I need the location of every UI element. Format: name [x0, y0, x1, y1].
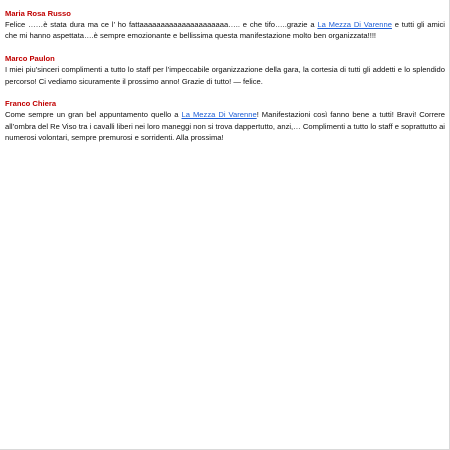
comment-author: Maria Rosa Russo	[5, 9, 71, 18]
comment-text-before-link: Come sempre un gran bel appuntamento quello a	[5, 110, 182, 120]
comment-text-after-link: e tutti gli amici che mi hanno aspettata….è sempre emozionante e bellissima questa manifestazione molto ben organizzata!!!!	[5, 20, 445, 41]
comment-author: Franco Chiera	[5, 99, 57, 109]
comment-maria-rosa-russo	[5, 8, 445, 42]
la-mezza-di-varenne-link[interactable]: La Mezza Di Varenne	[181, 110, 257, 120]
comment-text: I miei piu’sinceri complimenti a tutto lo staff per l’impeccabile organizzazione della gara, la cortesia di tutti gli addetti e lo splendido percorso! Ci vediamo sicuramente il prossimo anno! Grazie di tutto! — felice.	[5, 65, 445, 86]
comment-text-after-link: ! Manifestazioni così fanno bene a tutti! Bravi! Correre all’ombra del Re Viso tra i cavalli liberi nei loro maneggi non si trova dappertutto, anzi,… Complimenti a tutto lo staff e soprattutto ai numerosi volontari, sempre premurosi e sorridenti. Alla prossima!	[5, 110, 445, 142]
comment-text	[5, 19, 445, 41]
comment-text-before-link: Felice ……è stata dura ma ce l’ ho fattaaaaaaaaaaaaaaaaaaaaa….. e che tifo…..grazie a	[5, 20, 318, 30]
comment-author: Marco Paulon	[5, 54, 55, 64]
comment-marco-paulon	[5, 53, 445, 87]
la-mezza-di-varenne-link[interactable]: La Mezza Di Varenne	[317, 20, 392, 30]
comment-text	[5, 109, 445, 143]
comment-franco-chiera	[5, 98, 445, 143]
